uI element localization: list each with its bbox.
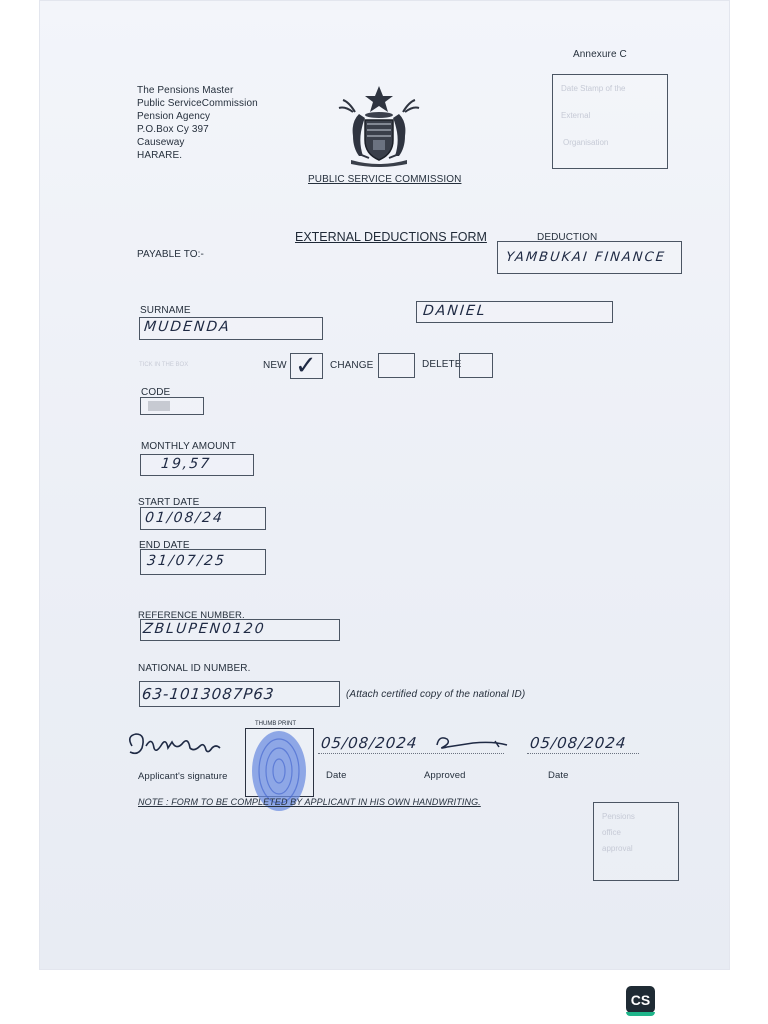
approved-label: Approved bbox=[424, 770, 466, 781]
date-line bbox=[318, 753, 504, 754]
address-line: P.O.Box Cy 397 bbox=[137, 124, 209, 135]
redacted-code bbox=[148, 401, 170, 411]
option-change-label: CHANGE bbox=[330, 360, 374, 371]
option-new-label: NEW bbox=[263, 360, 287, 371]
camscanner-logo: CS bbox=[626, 986, 655, 1013]
address-line: HARARE. bbox=[137, 150, 183, 161]
surname-label: SURNAME bbox=[140, 305, 191, 316]
first-name-value: DANIEL bbox=[422, 303, 488, 319]
monthly-amount-label: MONTHLY AMOUNT bbox=[141, 441, 236, 452]
reference-value: ZBLUPEN0120 bbox=[142, 621, 267, 637]
end-date-label: END DATE bbox=[139, 540, 190, 551]
applicant-signature-label: Applicant's signature bbox=[138, 771, 228, 782]
end-date-field[interactable] bbox=[140, 549, 266, 575]
surname-value: MUDENDA bbox=[143, 319, 232, 335]
thumb-print-box bbox=[245, 728, 314, 797]
surname-field[interactable] bbox=[139, 317, 323, 340]
start-date-field[interactable] bbox=[140, 507, 266, 530]
hint-line: approval bbox=[602, 844, 633, 853]
address-line: Causeway bbox=[137, 137, 185, 148]
deduction-value: YAMBUKAI FINANCE bbox=[505, 250, 667, 265]
annexure-label: Annexure C bbox=[573, 49, 627, 60]
start-date-label: START DATE bbox=[138, 497, 200, 508]
reference-label: REFERENCE NUMBER. bbox=[138, 610, 245, 621]
thumb-print-label: THUMB PRINT bbox=[255, 721, 296, 727]
option-delete-label: DELETE bbox=[422, 359, 462, 370]
start-date-value: 01/08/24 bbox=[144, 510, 225, 526]
reference-field[interactable] bbox=[140, 619, 340, 641]
applicant-signature bbox=[124, 726, 234, 762]
deduction-field[interactable] bbox=[497, 241, 682, 274]
handwriting-note: NOTE : FORM TO BE COMPLETED BY APPLICANT IN HIS OWN HANDWRITING. bbox=[138, 797, 481, 807]
date-label: Date bbox=[326, 770, 347, 781]
address-line: Public ServiceCommission bbox=[137, 98, 258, 109]
approver-signature bbox=[433, 731, 513, 753]
address-line: Pension Agency bbox=[137, 111, 211, 122]
pensions-approval-box bbox=[593, 802, 679, 881]
stamp-hint: External bbox=[561, 111, 591, 120]
tick-hint: TICK IN THE BOX bbox=[139, 362, 189, 368]
first-name-field[interactable] bbox=[416, 301, 613, 323]
coat-of-arms-emblem bbox=[329, 84, 429, 168]
approved-date-value: 05/08/2024 bbox=[529, 734, 628, 752]
stamp-hint: Date Stamp of the bbox=[561, 84, 626, 93]
form-title: EXTERNAL DEDUCTIONS FORM bbox=[295, 230, 487, 244]
end-date-value: 31/07/25 bbox=[146, 553, 227, 569]
payable-to-label: PAYABLE TO:- bbox=[137, 249, 204, 260]
commission-title: PUBLIC SERVICE COMMISSION bbox=[308, 174, 462, 185]
address-block bbox=[137, 84, 258, 162]
code-field[interactable] bbox=[140, 397, 204, 415]
deduction-label: DEDUCTION bbox=[537, 232, 598, 243]
date-label-2: Date bbox=[548, 770, 569, 781]
hint-line: Pensions bbox=[602, 812, 635, 821]
code-label: CODE bbox=[141, 387, 171, 398]
change-checkbox[interactable] bbox=[378, 353, 415, 378]
new-checkbox[interactable] bbox=[290, 350, 323, 380]
national-id-value: 63-1013087P63 bbox=[141, 685, 276, 703]
stamp-hint: Organisation bbox=[563, 138, 609, 147]
delete-checkbox[interactable] bbox=[459, 353, 493, 378]
national-id-note: (Attach certified copy of the national ID) bbox=[346, 689, 526, 700]
tick-mark: ✓ bbox=[295, 350, 317, 380]
pensions-approval-hint bbox=[602, 809, 635, 857]
applicant-date-value: 05/08/2024 bbox=[320, 734, 419, 752]
monthly-amount-value: 19,57 bbox=[160, 456, 212, 472]
hint-line: office bbox=[602, 828, 621, 837]
national-id-field[interactable] bbox=[139, 681, 340, 707]
monthly-amount-field[interactable] bbox=[140, 454, 254, 476]
national-id-label: NATIONAL ID NUMBER. bbox=[138, 663, 251, 674]
approved-date-line bbox=[527, 753, 639, 754]
address-line: The Pensions Master bbox=[137, 85, 234, 96]
date-stamp-box bbox=[552, 74, 668, 169]
